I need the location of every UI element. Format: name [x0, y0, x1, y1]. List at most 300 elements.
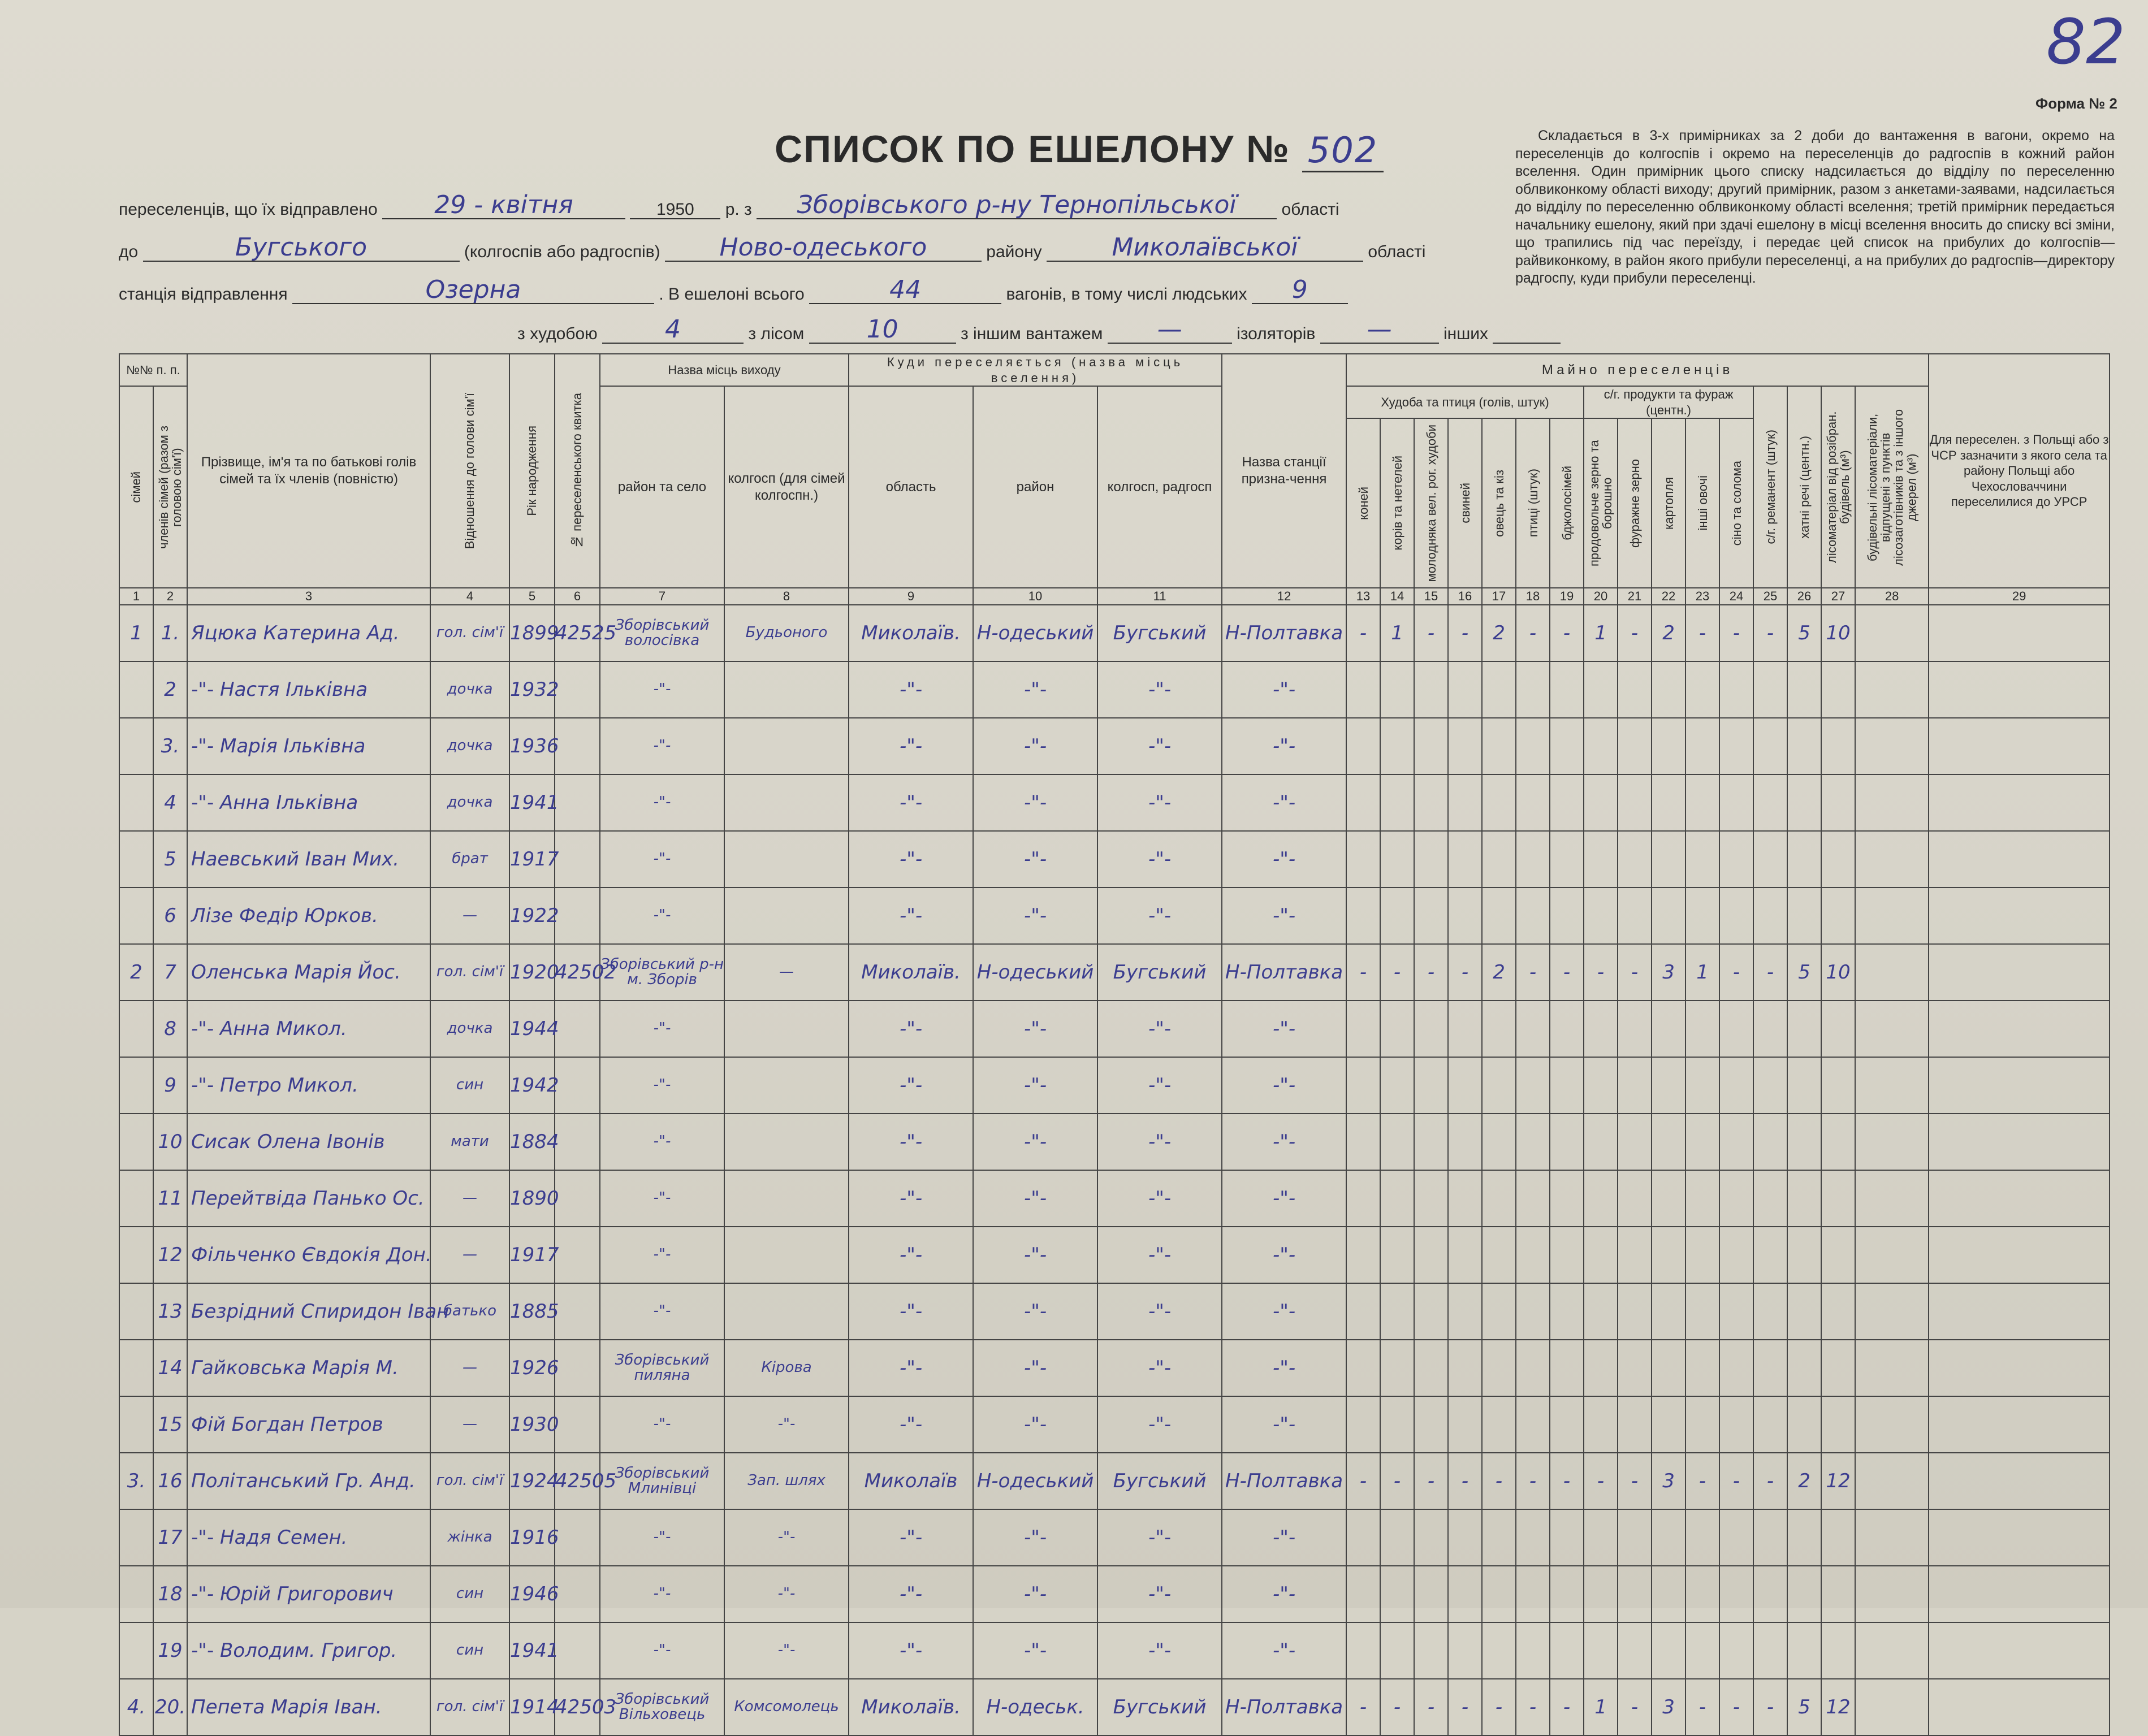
ticket-number: 42505 — [555, 1453, 600, 1509]
property-27 — [1821, 774, 1855, 831]
column-number: 26 — [1787, 588, 1821, 605]
property-25 — [1753, 774, 1787, 831]
property-28 — [1855, 1679, 1929, 1735]
table-row — [119, 1622, 2110, 1679]
ticket-number: 42525 — [555, 605, 600, 661]
property-19 — [1550, 1340, 1584, 1396]
property-18 — [1516, 1509, 1550, 1566]
property-28 — [1855, 1453, 1929, 1509]
property-21: - — [1618, 1679, 1652, 1735]
property-18 — [1516, 661, 1550, 718]
relation: жінка — [430, 1509, 509, 1566]
ticket-number — [555, 1509, 600, 1566]
property-24 — [1719, 1509, 1753, 1566]
property-18 — [1516, 831, 1550, 888]
property-19 — [1550, 1114, 1584, 1170]
origin-raion-village: -"- — [600, 1227, 724, 1283]
origin-raion-village: -"- — [600, 1509, 724, 1566]
dest-oblast: -"- — [849, 888, 973, 944]
property-17 — [1482, 661, 1516, 718]
relation: батько — [430, 1283, 509, 1340]
title-text: СПИСОК ПО ЕШЕЛОНУ № — [775, 128, 1290, 171]
property-24: - — [1719, 944, 1753, 1001]
property-28 — [1855, 944, 1929, 1001]
property-21 — [1618, 1001, 1652, 1057]
l2-prefix: до — [119, 243, 139, 262]
member-number: 11 — [153, 1170, 187, 1227]
birth-year: 1930 — [509, 1396, 555, 1453]
property-25 — [1753, 1566, 1787, 1622]
dest-oblast: -"- — [849, 661, 973, 718]
property-27 — [1821, 831, 1855, 888]
birth-year: 1922 — [509, 888, 555, 944]
property-20 — [1584, 888, 1618, 944]
relation: — — [430, 1227, 509, 1283]
property-18: - — [1516, 1453, 1550, 1509]
property-21 — [1618, 1340, 1652, 1396]
property-15: - — [1414, 1679, 1448, 1735]
relation: гол. сім'ї — [430, 1679, 509, 1735]
property-24 — [1719, 1566, 1753, 1622]
member-number: 8 — [153, 1001, 187, 1057]
birth-year: 1941 — [509, 774, 555, 831]
family-number — [119, 1057, 153, 1114]
property-25 — [1753, 1283, 1787, 1340]
property-13 — [1346, 1227, 1380, 1283]
property-20 — [1584, 1227, 1618, 1283]
member-number: 15 — [153, 1396, 187, 1453]
property-27 — [1821, 1001, 1855, 1057]
property-23 — [1685, 1509, 1719, 1566]
property-13 — [1346, 888, 1380, 944]
document-title — [775, 127, 1384, 171]
birth-year: 1924 — [509, 1453, 555, 1509]
origin-kolhosp: -"- — [724, 1622, 849, 1679]
property-19 — [1550, 1227, 1584, 1283]
birth-year: 1942 — [509, 1057, 555, 1114]
property-26 — [1787, 888, 1821, 944]
origin-kolhosp — [724, 1170, 849, 1227]
th-relation: Відношення до голови сім'ї — [430, 354, 509, 588]
property-14 — [1380, 718, 1414, 774]
dest-station: -"- — [1222, 1227, 1346, 1283]
property-17 — [1482, 1509, 1516, 1566]
property-15 — [1414, 718, 1448, 774]
property-23 — [1685, 1227, 1719, 1283]
th-young-cattle: молодняка вел. рог. худоби — [1414, 418, 1448, 588]
property-29 — [1929, 888, 2110, 944]
table-row — [119, 1340, 2110, 1396]
property-16 — [1448, 718, 1482, 774]
property-22: 3 — [1652, 1679, 1685, 1735]
person-name: Фільченко Євдокія Дон. — [187, 1227, 430, 1283]
property-17 — [1482, 1340, 1516, 1396]
others-label: інших — [1443, 324, 1489, 344]
origin-kolhosp — [724, 1057, 849, 1114]
instructions-note: Складається в 3-х примірниках за 2 доби до вантаження в вагони, окремо на переселенців до колгоспів і окремо на переселенців до радгоспів в кожний район вселення. Один примірник цього списку надсилається до відділу по переселенню облвиконкому області виходу; другий примірник, разом з анкетами-заявами, надсилається до відділу по переселенню облвиконкому області вселення; третій примірник передається начальнику ешелону, який при здачі ешелону в місці вселення вносить до списку всі зміни, що трапились під час переїзду, і передає цей список на прибулих до колгоспів—райвиконкому, в район якого прибули переселенці, а на прибулих до радгоспів—директору радгоспу, куди прибули переселенці. — [1515, 128, 2115, 286]
property-29 — [1929, 1001, 2110, 1057]
th-station: Назва станції призна-чення — [1222, 354, 1346, 588]
dest-raion: Н-одеський — [973, 944, 1097, 1001]
family-number — [119, 888, 153, 944]
property-14 — [1380, 1283, 1414, 1340]
property-14 — [1380, 1114, 1414, 1170]
property-25 — [1753, 1396, 1787, 1453]
property-15 — [1414, 1566, 1448, 1622]
header-line-1 — [119, 192, 1339, 219]
ticket-number: 42502 — [555, 944, 600, 1001]
property-26 — [1787, 718, 1821, 774]
property-17 — [1482, 1566, 1516, 1622]
property-26 — [1787, 1509, 1821, 1566]
property-29 — [1929, 1057, 2110, 1114]
property-22 — [1652, 1114, 1685, 1170]
ticket-number — [555, 1057, 600, 1114]
property-29 — [1929, 605, 2110, 661]
th-sheep: овець та кіз — [1482, 418, 1516, 588]
property-13 — [1346, 774, 1380, 831]
property-28 — [1855, 1001, 1929, 1057]
table-row — [119, 1001, 2110, 1057]
property-22 — [1652, 1227, 1685, 1283]
table-row — [119, 1566, 2110, 1622]
form-label: Форма № 2 — [2035, 95, 2117, 112]
property-29 — [1929, 831, 2110, 888]
dest-oblast: Миколаїв. — [849, 944, 973, 1001]
property-20: - — [1584, 1453, 1618, 1509]
property-14 — [1380, 831, 1414, 888]
th-fodder: фуражне зерно — [1618, 418, 1652, 588]
th-cows: корів та нетелей — [1380, 418, 1414, 588]
property-19 — [1550, 1622, 1584, 1679]
person-name: Гайковська Марія М. — [187, 1340, 430, 1396]
property-21 — [1618, 1170, 1652, 1227]
th-dest-oblast: область — [849, 386, 973, 588]
property-20 — [1584, 831, 1618, 888]
property-14: - — [1380, 1679, 1414, 1735]
column-number: 14 — [1380, 588, 1414, 605]
property-22: 3 — [1652, 1453, 1685, 1509]
origin-raion-village: -"- — [600, 888, 724, 944]
dest-raion: -"- — [973, 718, 1097, 774]
property-25 — [1753, 718, 1787, 774]
destination-district: Ново-одеського — [665, 235, 982, 262]
family-number: 4. — [119, 1679, 153, 1735]
property-24: - — [1719, 605, 1753, 661]
origin-raion-village: Зборівський пиляна — [600, 1340, 724, 1396]
property-29 — [1929, 661, 2110, 718]
property-28 — [1855, 661, 1929, 718]
property-16 — [1448, 1509, 1482, 1566]
family-number — [119, 1227, 153, 1283]
property-16 — [1448, 1622, 1482, 1679]
property-29 — [1929, 774, 2110, 831]
property-18 — [1516, 1566, 1550, 1622]
property-26: 2 — [1787, 1453, 1821, 1509]
relation: син — [430, 1622, 509, 1679]
relation: гол. сім'ї — [430, 605, 509, 661]
property-19: - — [1550, 1453, 1584, 1509]
other-cargo-label: з іншим вантажем — [960, 324, 1103, 344]
property-19 — [1550, 1566, 1584, 1622]
property-24 — [1719, 718, 1753, 774]
property-13 — [1346, 1340, 1380, 1396]
property-27 — [1821, 1283, 1855, 1340]
property-16 — [1448, 1227, 1482, 1283]
ticket-number — [555, 774, 600, 831]
property-21 — [1618, 1566, 1652, 1622]
dest-oblast: Миколаїв. — [849, 605, 973, 661]
property-14 — [1380, 888, 1414, 944]
table-row — [119, 1679, 2110, 1735]
dest-station: -"- — [1222, 718, 1346, 774]
table-row — [119, 1114, 2110, 1170]
property-25 — [1753, 1509, 1787, 1566]
dest-raion: -"- — [973, 1566, 1097, 1622]
property-15 — [1414, 1283, 1448, 1340]
family-number — [119, 718, 153, 774]
property-15: - — [1414, 944, 1448, 1001]
property-18 — [1516, 1283, 1550, 1340]
dest-farm: Бугський — [1097, 1453, 1222, 1509]
dest-farm: -"- — [1097, 1340, 1222, 1396]
property-27 — [1821, 1622, 1855, 1679]
dest-oblast: -"- — [849, 1622, 973, 1679]
dest-farm: -"- — [1097, 888, 1222, 944]
property-15 — [1414, 1170, 1448, 1227]
origin-raion-village: -"- — [600, 1001, 724, 1057]
origin-raion-village: Зборівський волосівка — [600, 605, 724, 661]
property-17 — [1482, 1227, 1516, 1283]
column-number: 9 — [849, 588, 973, 605]
birth-year: 1885 — [509, 1283, 555, 1340]
property-21: - — [1618, 605, 1652, 661]
property-16 — [1448, 661, 1482, 718]
property-19 — [1550, 1170, 1584, 1227]
property-26 — [1787, 1566, 1821, 1622]
property-26 — [1787, 1340, 1821, 1396]
ticket-number — [555, 1170, 600, 1227]
property-13: - — [1346, 944, 1380, 1001]
property-14 — [1380, 1396, 1414, 1453]
property-23 — [1685, 1057, 1719, 1114]
column-number: 1 — [119, 588, 153, 605]
dest-raion: -"- — [973, 831, 1097, 888]
property-15: - — [1414, 605, 1448, 661]
header-line-4 — [517, 317, 1561, 344]
property-18 — [1516, 774, 1550, 831]
column-number: 7 — [600, 588, 724, 605]
origin-kolhosp — [724, 888, 849, 944]
property-15 — [1414, 1396, 1448, 1453]
dest-raion: -"- — [973, 888, 1097, 944]
property-13 — [1346, 1057, 1380, 1114]
property-24 — [1719, 774, 1753, 831]
relation: — — [430, 1170, 509, 1227]
property-13 — [1346, 1566, 1380, 1622]
dest-oblast: -"- — [849, 1340, 973, 1396]
column-number: 28 — [1855, 588, 1929, 605]
birth-year: 1916 — [509, 1509, 555, 1566]
column-number: 21 — [1618, 588, 1652, 605]
property-29 — [1929, 1114, 2110, 1170]
dest-oblast: -"- — [849, 1509, 973, 1566]
member-number: 12 — [153, 1227, 187, 1283]
property-22 — [1652, 888, 1685, 944]
ticket-number — [555, 718, 600, 774]
table-row — [119, 1227, 2110, 1283]
property-19 — [1550, 661, 1584, 718]
dest-raion: -"- — [973, 1057, 1097, 1114]
dest-farm: -"- — [1097, 1114, 1222, 1170]
origin-raion-village: Зборівський р-н м. Зборів — [600, 944, 724, 1001]
dest-oblast: Миколаїв — [849, 1453, 973, 1509]
property-26 — [1787, 1283, 1821, 1340]
family-number — [119, 661, 153, 718]
property-16 — [1448, 1566, 1482, 1622]
departure-station: Озерна — [292, 277, 654, 304]
dest-farm: Бугський — [1097, 1679, 1222, 1735]
dest-raion: -"- — [973, 1283, 1097, 1340]
dest-farm: -"- — [1097, 1170, 1222, 1227]
dest-raion: -"- — [973, 1227, 1097, 1283]
property-23 — [1685, 1396, 1719, 1453]
origin-raion-village: -"- — [600, 1283, 724, 1340]
member-number: 17 — [153, 1509, 187, 1566]
family-number: 1 — [119, 605, 153, 661]
birth-year: 1917 — [509, 1227, 555, 1283]
origin-raion-village: -"- — [600, 831, 724, 888]
property-16 — [1448, 1057, 1482, 1114]
property-20: 1 — [1584, 1679, 1618, 1735]
dest-raion: Н-одеський — [973, 605, 1097, 661]
origin-kolhosp: Кірова — [724, 1340, 849, 1396]
th-origin-raion: район та село — [600, 386, 724, 588]
table-row — [119, 944, 2110, 1001]
property-28 — [1855, 1509, 1929, 1566]
property-18 — [1516, 1170, 1550, 1227]
property-23: 1 — [1685, 944, 1719, 1001]
person-name: Безрідний Спиридон Іван — [187, 1283, 430, 1340]
property-29 — [1929, 1227, 2110, 1283]
dest-oblast: -"- — [849, 774, 973, 831]
relation: — — [430, 888, 509, 944]
property-27 — [1821, 1114, 1855, 1170]
dest-farm: -"- — [1097, 1283, 1222, 1340]
column-number: 18 — [1516, 588, 1550, 605]
property-14 — [1380, 1001, 1414, 1057]
property-15 — [1414, 1622, 1448, 1679]
th-produce: с/г. продукти та фураж (центн.) — [1584, 386, 1753, 418]
property-29 — [1929, 1509, 2110, 1566]
property-13 — [1346, 831, 1380, 888]
total-wagons-label: . В ешелоні всього — [659, 285, 805, 304]
raion-label: району — [986, 243, 1042, 262]
origin-kolhosp — [724, 1114, 849, 1170]
property-13 — [1346, 1509, 1380, 1566]
property-19 — [1550, 1057, 1584, 1114]
column-number: 19 — [1550, 588, 1584, 605]
family-number — [119, 1509, 153, 1566]
person-name: Яцюка Катерина Ад. — [187, 605, 430, 661]
relation: дочка — [430, 718, 509, 774]
property-25 — [1753, 1001, 1787, 1057]
relation: гол. сім'ї — [430, 944, 509, 1001]
relation: син — [430, 1057, 509, 1114]
th-timber: лісоматеріал від розібран. будівель (м³) — [1821, 386, 1855, 588]
member-number: 16 — [153, 1453, 187, 1509]
member-number: 9 — [153, 1057, 187, 1114]
member-number: 20. — [153, 1679, 187, 1735]
dest-farm: -"- — [1097, 1057, 1222, 1114]
property-27: 12 — [1821, 1679, 1855, 1735]
dest-station: Н-Полтавка — [1222, 944, 1346, 1001]
property-27: 12 — [1821, 1453, 1855, 1509]
origin-kolhosp — [724, 661, 849, 718]
property-26 — [1787, 831, 1821, 888]
dest-station: -"- — [1222, 1001, 1346, 1057]
dest-station: -"- — [1222, 1509, 1346, 1566]
timber-wagons: 10 — [809, 317, 956, 344]
property-25 — [1753, 1227, 1787, 1283]
property-20 — [1584, 1509, 1618, 1566]
property-26: 5 — [1787, 1679, 1821, 1735]
th-property: Майно переселенців — [1346, 354, 1929, 386]
property-19 — [1550, 774, 1584, 831]
column-number: 3 — [187, 588, 430, 605]
table-row — [119, 1057, 2110, 1114]
property-23 — [1685, 774, 1719, 831]
property-24 — [1719, 1057, 1753, 1114]
relation: дочка — [430, 774, 509, 831]
property-23 — [1685, 1283, 1719, 1340]
origin-raion-village: -"- — [600, 661, 724, 718]
column-number: 24 — [1719, 588, 1753, 605]
total-wagons: 44 — [809, 277, 1001, 304]
birth-year: 1936 — [509, 718, 555, 774]
dest-station: Н-Полтавка — [1222, 1679, 1346, 1735]
property-22 — [1652, 718, 1685, 774]
dest-raion: -"- — [973, 1114, 1097, 1170]
property-23 — [1685, 1001, 1719, 1057]
family-number — [119, 1170, 153, 1227]
person-name: Перейтвіда Панько Ос. — [187, 1170, 430, 1227]
property-20 — [1584, 1170, 1618, 1227]
property-14 — [1380, 1170, 1414, 1227]
origin-kolhosp: — — [724, 944, 849, 1001]
family-number — [119, 1283, 153, 1340]
ticket-number — [555, 1340, 600, 1396]
property-26 — [1787, 1057, 1821, 1114]
dest-station: -"- — [1222, 831, 1346, 888]
property-23 — [1685, 1622, 1719, 1679]
property-14 — [1380, 1509, 1414, 1566]
property-28 — [1855, 1396, 1929, 1453]
property-15 — [1414, 1509, 1448, 1566]
property-20 — [1584, 1340, 1618, 1396]
property-24: - — [1719, 1679, 1753, 1735]
family-number — [119, 1622, 153, 1679]
property-25 — [1753, 1114, 1787, 1170]
property-27: 10 — [1821, 944, 1855, 1001]
property-19 — [1550, 1396, 1584, 1453]
dest-oblast: -"- — [849, 1170, 973, 1227]
property-24 — [1719, 1622, 1753, 1679]
property-28 — [1855, 831, 1929, 888]
destination-oblast: Миколаївської — [1047, 235, 1363, 262]
property-23 — [1685, 661, 1719, 718]
column-number: 23 — [1685, 588, 1719, 605]
